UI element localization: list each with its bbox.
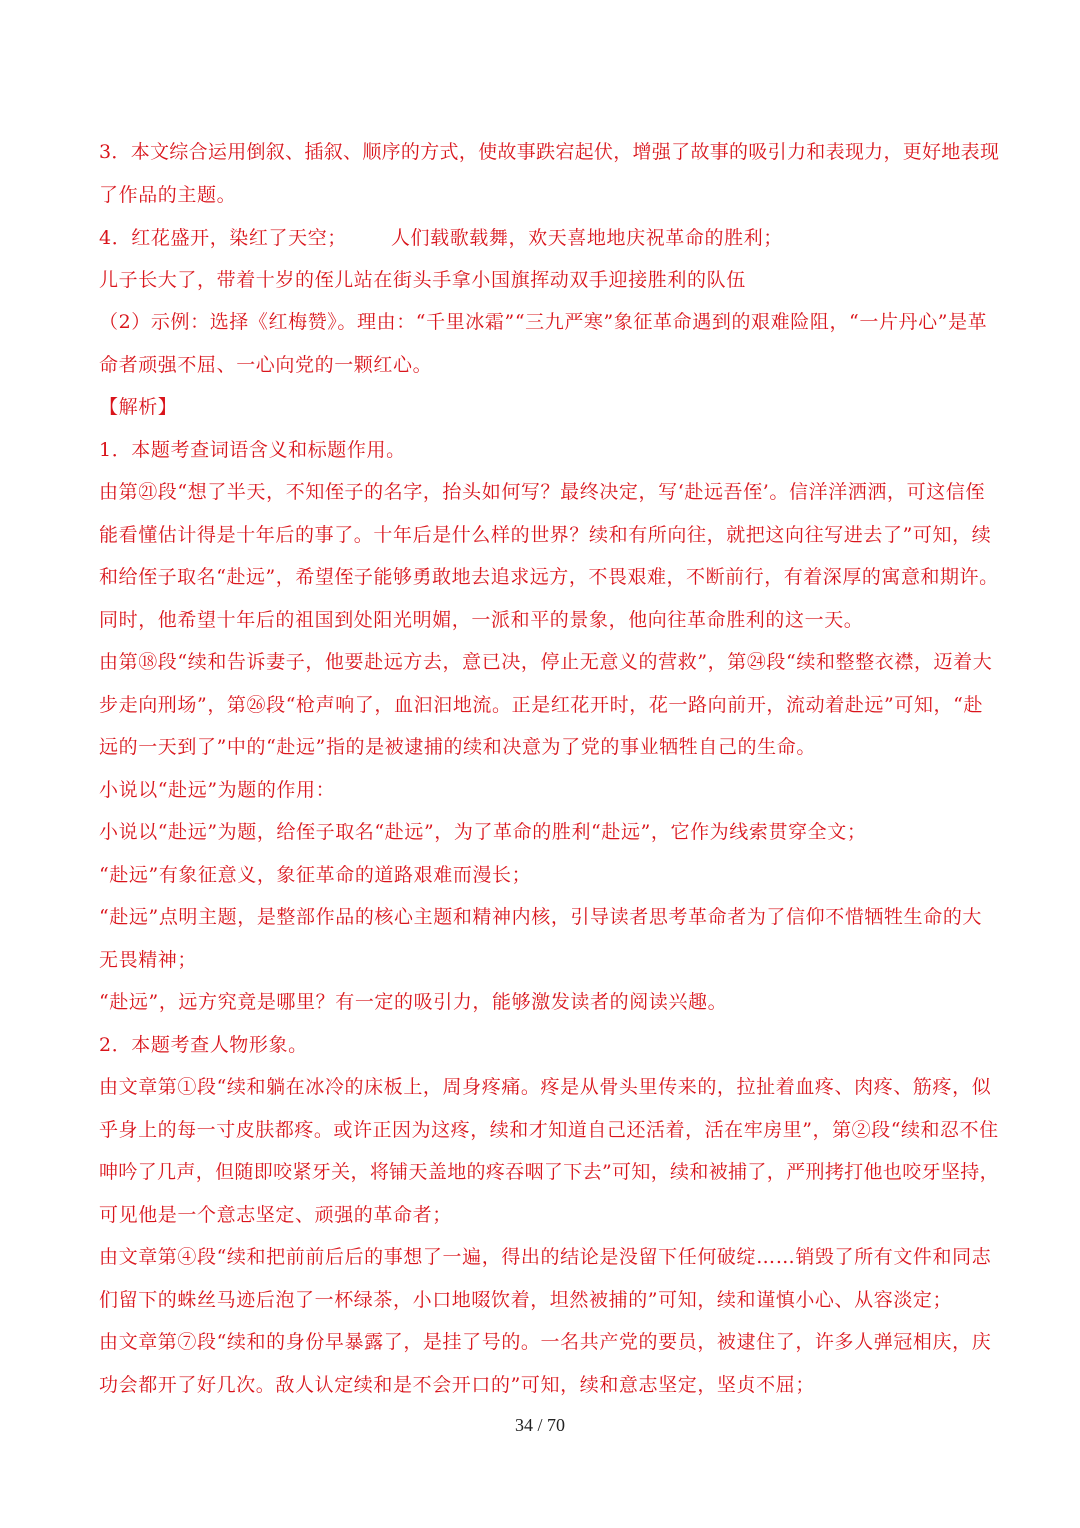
analysis-2-line-3: 呻吟了几声，但随即咬紧牙关，将铺天盖地的疼吞咽了下去”可知，续和被捕了，严刑拷打他也咬牙坚持， [99,1161,999,1183]
answer-4-part-b: 人们载歌载舞，欢天喜地地庆祝革命的胜利； [390,227,783,249]
analysis-1-line-3: 和给侄子取名“赴远”，希望侄子能够勇敢地去追求远方，不畏艰难，不断前行，有着深厚的寓意和期许。 [99,566,999,588]
answer-4b-line-1: （2）示例：选择《红梅赞》。理由：“千里冰霜”“三九严寒”象征革命遇到的艰难险阻，“一片丹心”是革 [99,311,988,333]
analysis-2-line-8: 功会都开了好几次。敌人认定续和是不会开口的”可知，续和意志坚定，坚贞不屈； [99,1374,815,1396]
page-number: 34 / 70 [514,1415,565,1435]
answer-4b-line-2: 命者顽强不屈、一心向党的一颗红心。 [99,354,433,376]
analysis-1-line-6: 步走向刑场”，第㉖段“枪声响了，血汩汩地流。正是红花开时，花一路向前开，流动着赴远”可知，“赴 [99,694,984,716]
analysis-2-line-5: 由文章第④段“续和把前前后后的事想了一遍，得出的结论是没留下任何破绽……销毁了所有文件和同志 [99,1246,992,1268]
analysis-2-line-4: 可见他是一个意志坚定、顽强的革命者； [99,1204,452,1226]
analysis-1-line-2: 能看懂估计得是十年后的事了。十年后是什么样的世界？续和有所向往，就把这向往写进去了”可知，续 [99,524,992,546]
answer-3-line-2: 了作品的主题。 [99,184,237,206]
answer-4-line-2: 儿子长大了，带着十岁的侄儿站在街头手拿小国旗挥动双手迎接胜利的队伍 [99,269,746,291]
analysis-1-intro: 1．本题考查词语含义和标题作用。 [99,439,406,461]
answer-4-part-a: 4．红花盛开，染红了天空； [99,227,347,249]
analysis-1-line-8: 小说以“赴远”为题的作用： [99,779,336,801]
analysis-1-line-13: “赴远”，远方究竟是哪里？有一定的吸引力，能够激发读者的阅读兴趣。 [99,991,728,1013]
answer-4-line-1 [99,224,999,252]
analysis-1-line-7: 远的一天到了”中的“赴远”指的是被逮捕的续和决意为了党的事业牺牲自己的生命。 [99,736,816,758]
analysis-1-line-11: “赴远”点明主题，是整部作品的核心主题和精神内核，引导读者思考革命者为了信仰不惜牺牲生命的大 [99,906,983,928]
analysis-1-line-1: 由第㉑段“想了半天，不知侄子的名字，抬头如何写？最终决定，写‘赴远吾侄’。信洋洋洒洒，可这信侄 [99,481,985,503]
analysis-2-intro: 2．本题考查人物形象。 [99,1034,308,1056]
analysis-1-line-9: 小说以“赴远”为题，给侄子取名“赴远”，为了革命的胜利“赴远”，它作为线索贯穿全文； [99,821,867,843]
analysis-2-line-1: 由文章第①段“续和躺在冰冷的床板上，周身疼痛。疼是从骨头里传来的，拉扯着血疼、肉疼、筋疼，似 [99,1076,992,1098]
analysis-1-line-12: 无畏精神； [99,949,198,971]
analysis-heading: 【解析】 [99,396,178,418]
analysis-2-line-2: 乎身上的每一寸皮肤都疼。或许正因为这疼，续和才知道自己还活着，活在牢房里”，第②段“续和忍不住 [99,1119,999,1141]
analysis-1-line-4: 同时，他希望十年后的祖国到处阳光明媚，一派和平的景象，他向往革命胜利的这一天。 [99,609,864,631]
analysis-1-line-10: “赴远”有象征意义，象征革命的道路艰难而漫长； [99,864,532,886]
analysis-2-line-7: 由文章第⑦段“续和的身份早暴露了，是挂了号的。一名共产党的要员，被逮住了，许多人弹冠相庆，庆 [99,1331,992,1353]
answer-3-line-1: 3．本文综合运用倒叙、插叙、顺序的方式，使故事跌宕起伏，增强了故事的吸引力和表现力，更好地表现 [99,141,1000,163]
analysis-1-line-5: 由第⑱段“续和告诉妻子，他要赴远方去，意已决，停止无意义的营救”，第㉔段“续和整整衣襟，迈着大 [99,651,993,673]
analysis-2-line-6: 们留下的蛛丝马迹后泡了一杯绿茶，小口地啜饮着，坦然被捕的”可知，续和谨慎小心、从容淡定； [99,1289,953,1311]
